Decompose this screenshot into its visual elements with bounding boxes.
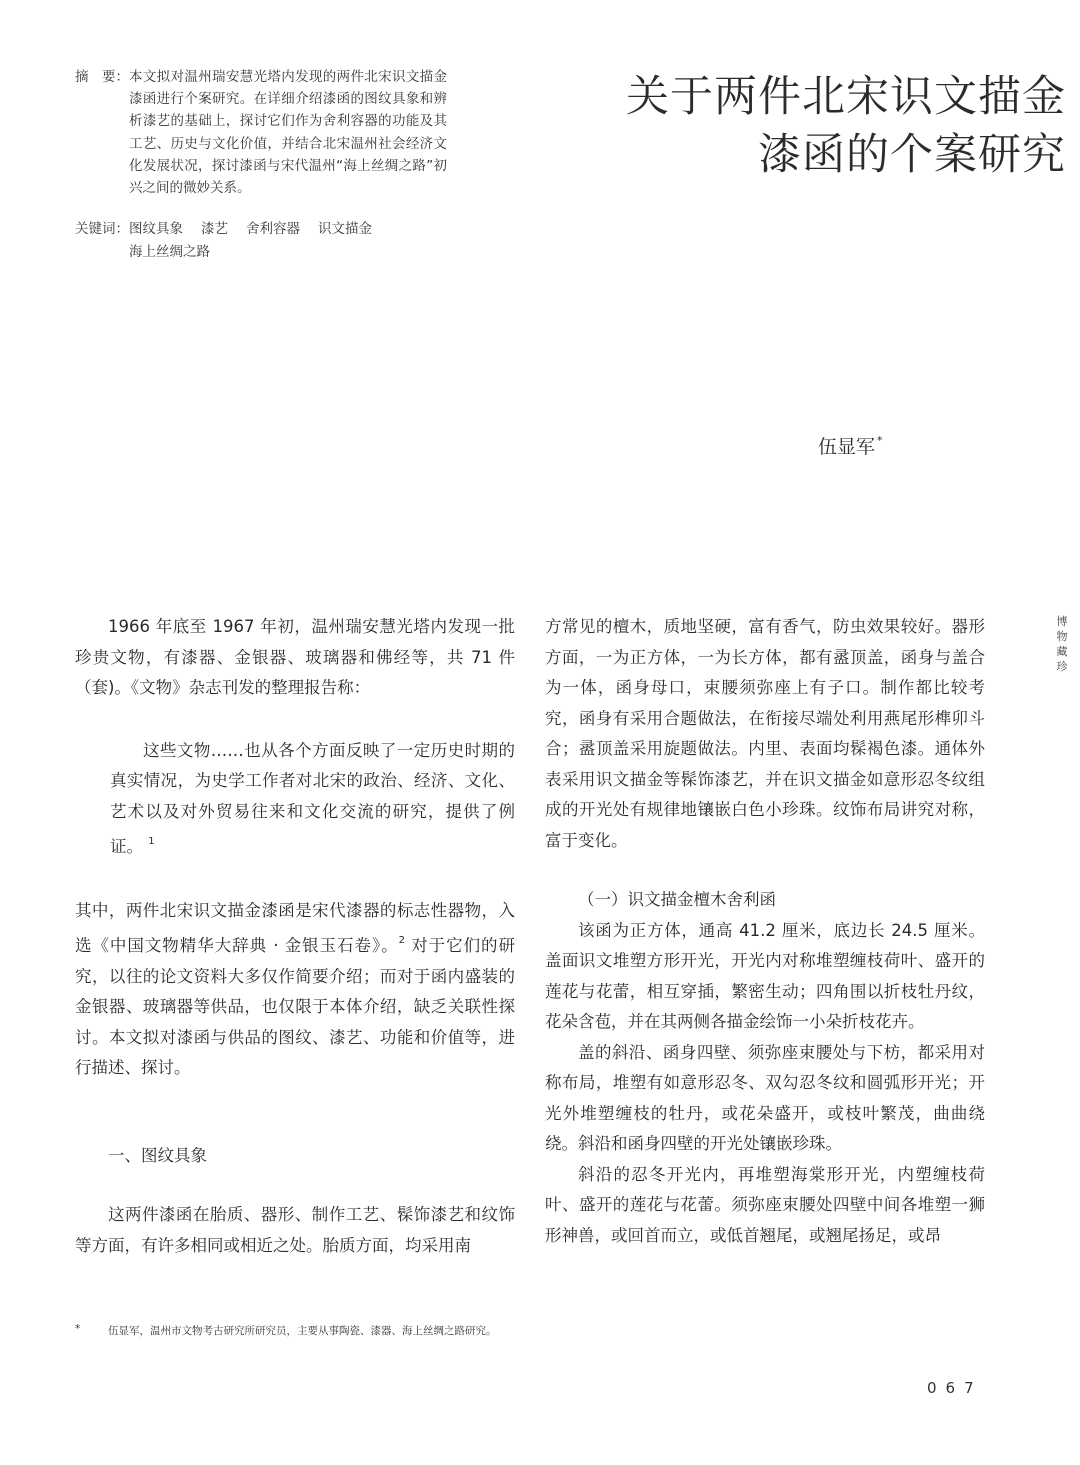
abstract-text: 本文拟对温州瑞安慧光塔内发现的两件北宋识文描金漆函进行个案研究。在详细介绍漆函的图纹具象和辨析漆艺的基础上，探讨它们作为舍利容器的功能及其工艺、历史与文化价值，并结合北宋温州社会经济文化发展状况，探讨漆函与宋代温州“海上丝绸之路”初兴之间的微妙关系。 <box>129 69 447 197</box>
body-column-right <box>545 612 985 1251</box>
abstract <box>75 66 447 199</box>
paragraph: 盖的斜沿、函身四壁、须弥座束腰处与下枋，都采用对称布局，堆塑有如意形忍冬、双勾忍冬纹和圆弧形开光；开光外堆塑缠枝的牡丹，或花朵盛开，或枝叶繁茂，曲曲绕绕。斜沿和函身四壁的开光处镶嵌珍珠。 <box>545 1042 985 1153</box>
paragraph-text: 对于它们的研究，以往的论文资料大多仅作简要介绍；而对于函内盛装的金银器、玻璃器等供品，也仅限于本体介绍，缺乏关联性探讨。本文拟对漆函与供品的图纹、漆艺、功能和价值等，进行描述、探讨。 <box>75 936 515 1077</box>
paragraph <box>75 896 515 1084</box>
keywords <box>75 218 447 264</box>
keywords-label: 关键词： <box>75 221 129 237</box>
paragraph: 该函为正方体，通高 41.2 厘米，底边长 24.5 厘米。盖面识文堆塑方形开光，开光内对称堆塑缠枝荷叶、盛开的莲花与花蕾，相互穿插，繁密生动；四角围以折枝牡丹纹，花朵含苞，并在其两侧各描金绘饰一小朵折枝花卉。 <box>545 920 985 1031</box>
paragraph: 这两件漆函在胎质、器形、制作工艺、髹饰漆艺和纹饰等方面，有许多相同或相近之处。胎质方面，均采用南 <box>75 1205 515 1255</box>
paragraph: 1966 年底至 1967 年初，温州瑞安慧光塔内发现一批珍贵文物，有漆器、金银器、玻璃器和佛经等，共 71 件（套)。《文物》杂志刊发的整理报告称： <box>75 617 515 697</box>
paragraph-text: 其中，两件北宋识文描金漆函是宋代漆器的标志性器物，入选《中国文物精华大辞典 · 金银玉石卷》。 <box>75 900 515 955</box>
author-footnote-mark: * <box>877 434 883 447</box>
section-heading: 一、图纹具象 <box>108 1145 207 1165</box>
abstract-label: 摘 要： <box>75 69 129 85</box>
article-title <box>506 68 1066 184</box>
keywords-list <box>129 218 429 264</box>
author <box>818 432 883 459</box>
paragraph: 斜沿的忍冬开光内，再堆塑海棠形开光，内塑缠枝荷叶、盛开的莲花与花蕾。须弥座束腰处四壁中间各堆塑一狮形神兽，或回首而立，或低首翘尾，或翘尾扬足，或昂 <box>545 1164 985 1245</box>
footnote <box>75 1323 635 1338</box>
keyword: 舍利容器 <box>246 221 300 237</box>
block-quote <box>75 736 515 863</box>
section-side-label: 博物藏珍 <box>1056 615 1068 673</box>
author-name: 伍显军 <box>818 436 876 458</box>
footnote-ref: 2 <box>398 935 405 946</box>
keyword: 漆艺 <box>201 221 228 237</box>
keyword: 海上丝绸之路 <box>129 244 210 260</box>
keyword: 识文描金 <box>318 221 372 237</box>
footnote-mark: * <box>75 1323 81 1335</box>
title-line-2: 漆函的个案研究 <box>758 130 1066 180</box>
quote-text: 这些文物……也从各个方面反映了一定历史时期的真实情况，为史学工作者对北宋的政治、经济、文化、艺术以及对外贸易往来和文化交流的研究，提供了例证。 <box>110 740 515 856</box>
body-column-left <box>75 612 515 1261</box>
subsection-heading: （一）识文描金檀木舍利函 <box>578 890 776 909</box>
footnote-ref: 1 <box>148 836 155 847</box>
keyword: 图纹具象 <box>129 221 183 237</box>
paragraph: 方常见的檀木，质地坚硬，富有香气，防虫效果较好。器形方面，一为正方体，一为长方体，都有盝顶盖，函身与盖合为一体，函身母口，束腰须弥座上有子口。制作都比较考究，函身有采用合题做法，在衔接尽端处利用燕尾形榫卯斗合；盝顶盖采用旋题做法。内里、表面均髹褐色漆。通体外表采用识文描金等髹饰漆艺，并在识文描金如意形忍冬纹组成的开光处有规律地镶嵌白色小珍珠。纹饰布局讲究对称，富于变化。 <box>545 617 985 850</box>
page-number: 067 <box>927 1379 983 1397</box>
title-line-1: 关于两件北宋识文描金 <box>626 72 1066 122</box>
footnote-text: 伍显军，温州市文物考古研究所研究员，主要从事陶瓷、漆器、海上丝绸之路研究。 <box>108 1325 497 1337</box>
